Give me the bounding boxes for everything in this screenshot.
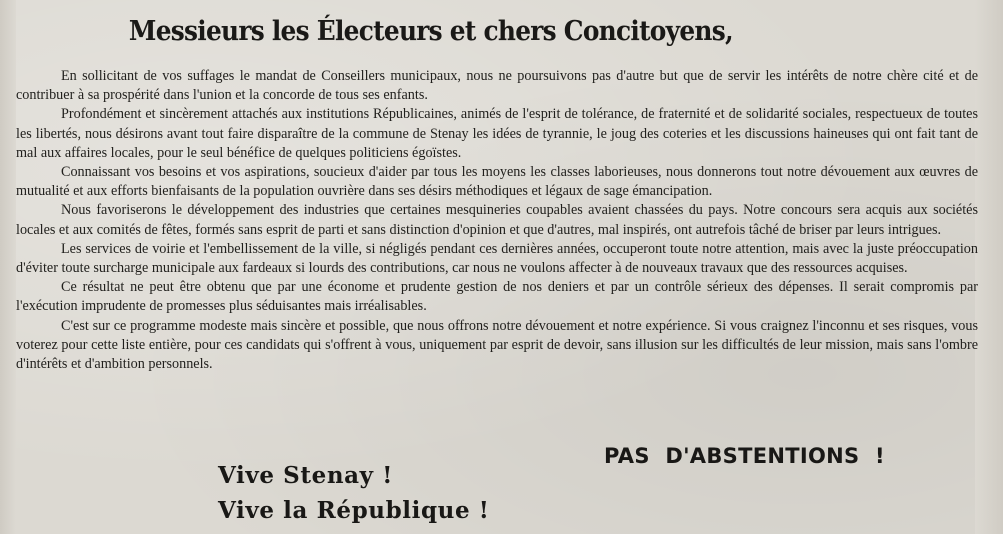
slogan-vive-stenay: Vive Stenay ! [218, 462, 393, 489]
poster-heading: Messieurs les Électeurs et chers Concitoyens, [128, 16, 733, 47]
paragraph-3: Connaissant vos besoins et vos aspirations, soucieux d'aider par tous les moyens les classes laborieuses, nous donnerons tout notre dévouement aux œuvres de mutualité et aux efforts bienfaisants de la population ouvrière dans ses désirs méthodiques et légaux de sage émancipation. [16, 164, 978, 200]
paragraph-5: Les services de voirie et l'embellissement de la ville, si négligés pendant ces dernières années, occuperont toute notre attention, mais avec la juste préoccupation d'éviter toute surcharge municipale aux fardeaux si lourds des contributions, car nous ne voulons affecter à de nouveaux travaux que des ressources acquises. [16, 240, 978, 277]
right-fold-shadow [975, 0, 1003, 534]
manifesto-text [16, 67, 978, 374]
paragraph-2: Profondément et sincèrement attachés aux institutions Républicaines, animés de l'esprit de tolérance, de fraternité et de solidarité sociales, respectueux de toutes les libertés, nous désirons avant tout faire disparaître de la commune de Stenay les idées de tyrannie, le joug des coteries et les discussions haineuses qui ont fait tant de mal aux affaires locales, pour le seul bénéfice de quelques politiciens égoïstes. [16, 106, 978, 161]
slogan-vive-la-republique: Vive la République ! [218, 497, 490, 524]
abstentions-callout: PAS D'ABSTENTIONS ! [604, 444, 885, 468]
paragraph-6: Ce résultat ne peut être obtenu que par une économe et prudente gestion de nos deniers et par un contrôle sérieux des dépenses. Il serait compromis par l'exécution imprudente de promesses plus séduisantes mais irréalisables. [16, 279, 978, 315]
paragraph-7: C'est sur ce programme modeste mais sincère et possible, que nous offrons notre dévouement et notre expérience. Si vous craignez l'inconnu et ses risques, vous voterez pour cette liste entière, pour ces candidats qui s'offrent à vous, uniquement par esprit de devoir, sans illusion sur les difficultés de leur mission, mais sans l'ombre d'intérêts et d'ambition personnels. [16, 317, 978, 373]
left-fold-shadow [0, 0, 16, 534]
paragraph-1: En sollicitant de vos suffages le mandat de Conseillers municipaux, nous ne poursuivons pas d'autre but que de servir les intérêts de notre chère cité et de contribuer à sa prospérité dans l'union et la concorde de tous ses enfants. [16, 68, 978, 104]
paragraph-4: Nous favoriserons le développement des industries que certaines mesquineries coupables avaient chassées du pays. Notre concours sera acquis aux sociétés locales et aux comités de fêtes, formés sans esprit de parti et sans distinction d'opinion et que d'autres, mal inspirés, ont autrefois tâché de briser par leurs intrigues. [16, 202, 978, 238]
